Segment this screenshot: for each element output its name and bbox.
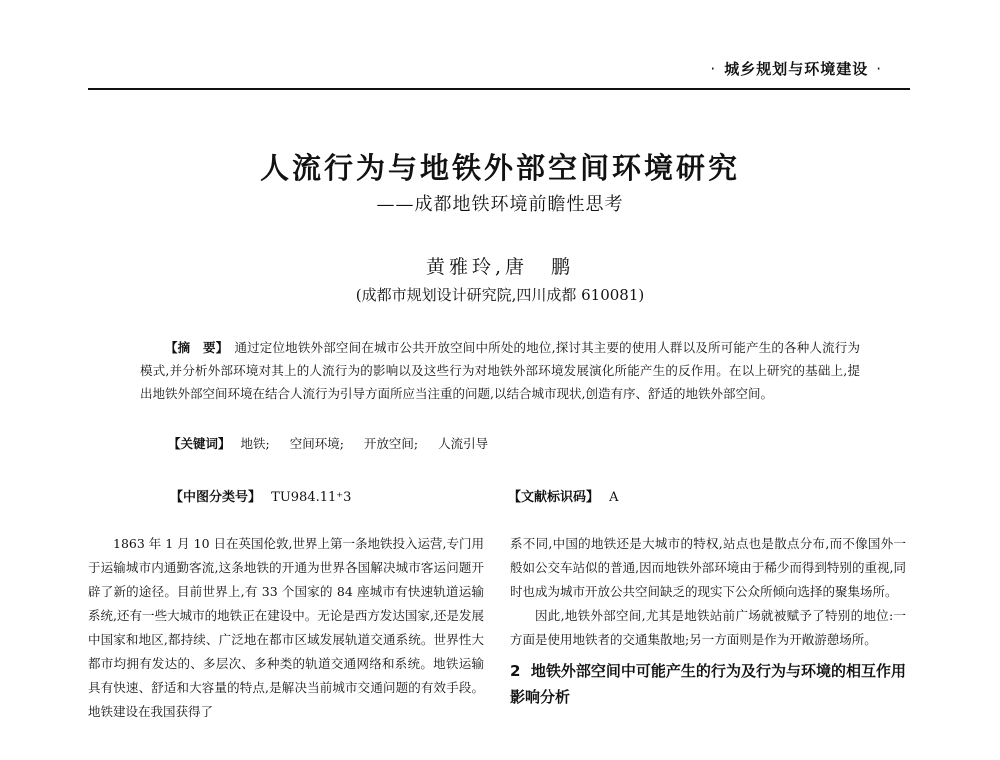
right-column <box>510 532 906 710</box>
header-rule <box>88 88 910 90</box>
abstract-text: 通过定位地铁外部空间在城市公共开放空间中所处的地位,探讨其主要的使用人群以及所可能产生的各种人流行为模式,并分析外部环境对其上的人流行为的影响以及这些行为对地铁外部环境发展演化所能产生的反作用。在以上研究的基础上,提出地铁外部空间环境在结合人流行为引导方面所应当注重的问题,以结合城市现状,创造有序、舒适的地铁外部空间。 <box>140 340 860 401</box>
running-head-dot-left: · <box>710 60 717 78</box>
document-code <box>508 486 619 505</box>
document-code-value: A <box>609 490 619 505</box>
left-column <box>88 532 484 724</box>
abstract-label: 【摘 要】 <box>165 340 229 355</box>
keyword-item: 人流引导 <box>438 436 489 451</box>
keyword-item: 空间环境; <box>289 436 344 451</box>
paper-subtitle: ——成都地铁环境前瞻性思考 <box>376 194 624 215</box>
section-title: 地铁外部空间中可能产生的行为及行为与环境的相互作用影响分析 <box>510 662 906 706</box>
body-paragraph: 因此,地铁外部空间,尤其是地铁站前广场就被赋予了特别的地位:一方面是使用地铁者的交通集散地;另一方面则是作为开敞游憩场所。 <box>510 608 906 647</box>
classification-value: TU984.11⁺3 <box>271 490 352 505</box>
classification-number <box>170 486 351 505</box>
running-head-dot-right: · <box>876 60 882 78</box>
keyword-item: 地铁; <box>240 436 270 451</box>
paper-title: 人流行为与地铁外部空间环境研究 <box>259 151 740 185</box>
running-head-text: 城乡规划与环境建设 <box>724 60 869 78</box>
abstract <box>140 336 860 405</box>
section-number: 2 <box>510 662 521 680</box>
running-head <box>702 58 890 79</box>
document-code-label: 【文献标识码】 <box>508 490 600 505</box>
affiliation: (成都市规划设计研究院,四川成都 610081) <box>355 286 645 304</box>
authors: 黄雅玲,唐 鹏 <box>425 256 575 278</box>
body-paragraph: 1863 年 1 月 10 日在英国伦敦,世界上第一条地铁投入运营,专门用于运输城市内通勤客流,这条地铁的开通为世界各国解决城市客运问题开辟了新的途径。目前世界上,有 33 个国家的 84 座城市有快速轨道运输系统,还有一些大城市的地铁正在建设中。无论是西方发达国家,还是发展中国家和地区,都持续、广泛地在都市区域发展轨道交通系统。世界性大都市均拥有发达的、多层次、多种类的轨道交通网络和系统。地铁运输具有快速、舒适和大容量的特点,是解决当前城市交通问题的有效手段。地铁建设在我国获得了 <box>88 536 484 719</box>
section-heading <box>510 658 906 710</box>
body-paragraph: 系不同,中国的地铁还是大城市的特权,站点也是散点分布,而不像国外一般如公交车站似的普通,因而地铁外部环境由于稀少而得到特别的重视,同时也成为城市开放公共空间缺乏的现实下公众所倾向选择的聚集场所。 <box>510 536 906 599</box>
keywords-label: 【关键词】 <box>168 436 231 451</box>
keyword-item: 开放空间; <box>363 436 419 451</box>
classification-label: 【中图分类号】 <box>170 490 262 505</box>
keywords <box>168 434 504 452</box>
